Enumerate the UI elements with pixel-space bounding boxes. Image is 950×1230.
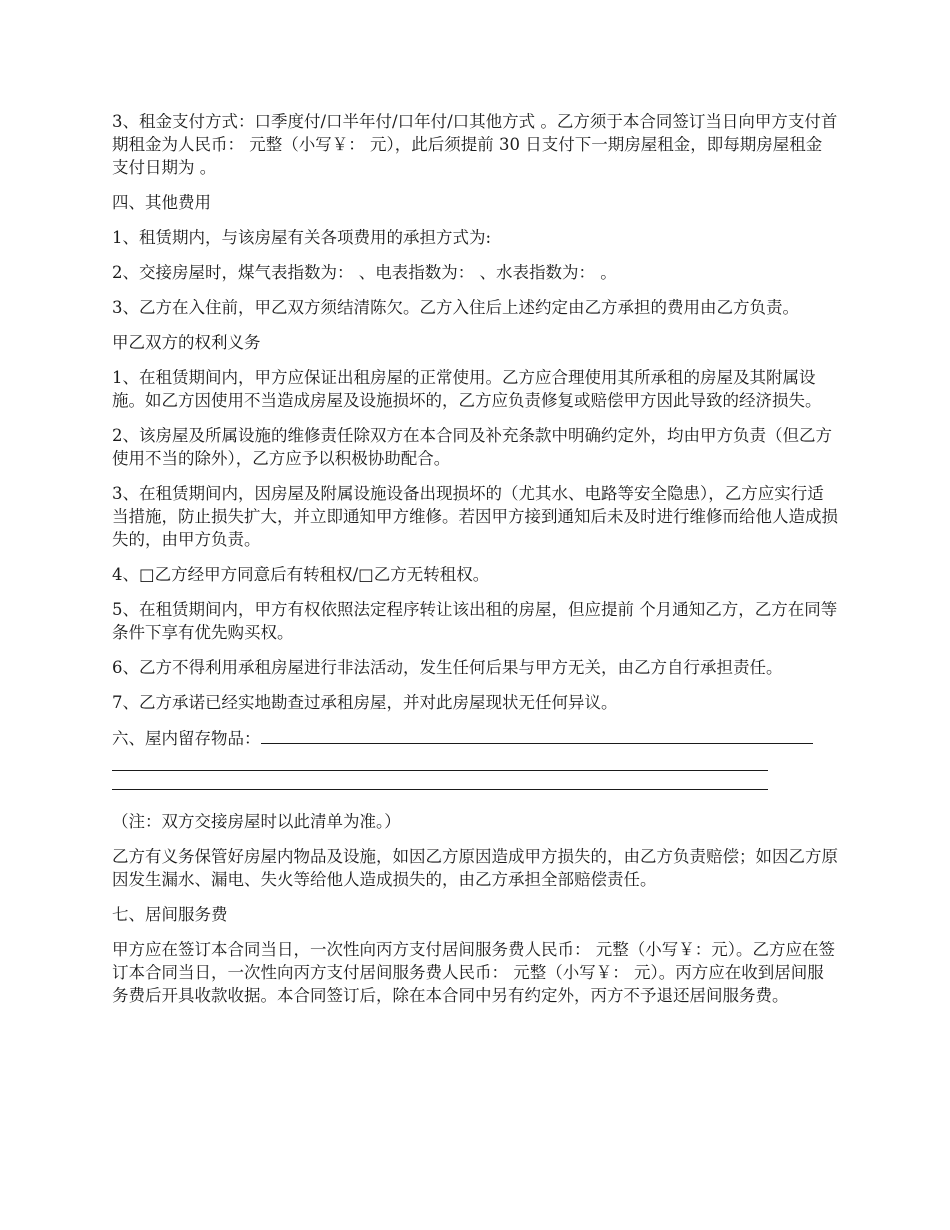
section-heading-agency-fee: 七、居间服务费: [112, 905, 228, 924]
clause-safekeeping: 乙方有义务保管好房屋内物品及设施，如因乙方原因造成甲方损失的，由乙方负责赔偿；如因乙方原因发生漏水、漏电、失火等给他人造成损失的，由乙方承担全部赔偿责任。: [112, 847, 838, 889]
clause-agency-fee: 甲方应在签订本合同当日，一次性向丙方支付居间服务费人民币： 元整（小写￥：元）。乙方应在签订本合同当日，一次性向丙方支付居间服务费人民币： 元整（小写￥： 元）。丙方应在收到居间服务费后开具收款收据。本合同签订后，除在本合同中另有约定外，丙方不予退还居间服务费。: [112, 940, 835, 1005]
section-heading-remaining-items: [112, 726, 838, 750]
clause-transfer: 5、在租赁期间内，甲方有权依照法定程序转让该出租的房屋，但应提前 个月通知乙方，乙方在同等条件下享有优先购买权。: [112, 600, 838, 642]
clause-damage-repair: 3、在租赁期间内，因房屋及附属设施设备出现损坏的（尤其水、电路等安全隐患），乙方应实行适当措施，防止损失扩大，并立即通知甲方维修。若因甲方接到通知后未及时进行维修而给他人造成损失的，由甲方负责。: [112, 484, 838, 549]
section-heading-rights-obligations: 甲乙双方的权利义务: [112, 333, 261, 352]
remaining-items-blank-line-3: [112, 789, 768, 790]
section-heading-other-fees: 四、其他费用: [112, 193, 211, 212]
note-handover-list: （注：双方交接房屋时以此清单为准。）: [112, 812, 401, 831]
clause-inspection: 7、乙方承诺已经实地勘查过承租房屋，并对此房屋现状无任何异议。: [112, 693, 618, 712]
remaining-items-blank-line: [261, 726, 813, 744]
clause-normal-use: 1、在租赁期间内，甲方应保证出租房屋的正常使用。乙方应合理使用其所承租的房屋及其附属设施。如乙方因使用不当造成房屋及设施损坏的，乙方应负责修复或赔偿甲方因此导致的经济损失。: [112, 368, 822, 410]
clause-settle-arrears: 3、乙方在入住前，甲乙双方须结清陈欠。乙方入住后上述约定由乙方承担的费用由乙方负责。: [112, 298, 799, 317]
remaining-items-blank-line-2: [112, 770, 768, 771]
clause-maintenance: 2、该房屋及所属设施的维修责任除双方在本合同及补充条款中明确约定外，均由甲方负责（但乙方使用不当的除外），乙方应予以积极协助配合。: [112, 426, 832, 468]
clause-illegal-activity: 6、乙方不得利用承租房屋进行非法活动，发生任何后果与甲方无关，由乙方自行承担责任。: [112, 658, 783, 677]
clause-sublease: 4、□乙方经甲方同意后有转租权/□乙方无转租权。: [112, 565, 490, 584]
clause-rent-payment-method: 3、租金支付方式：口季度付/口半年付/口年付/口其他方式 。乙方须于本合同签订当日向甲方支付首期租金为人民币： 元整（小写￥： 元），此后须提前 30 日支付下一期房屋租金，即每期房屋租金支付日期为 。: [112, 112, 838, 177]
clause-meter-readings: 2、交接房屋时，煤气表指数为： 、电表指数为： 、水表指数为： 。: [112, 263, 617, 282]
clause-fee-bearing: 1、租赁期内，与该房屋有关各项费用的承担方式为:: [112, 228, 492, 247]
remaining-items-label: 六、屋内留存物品：: [112, 729, 261, 748]
